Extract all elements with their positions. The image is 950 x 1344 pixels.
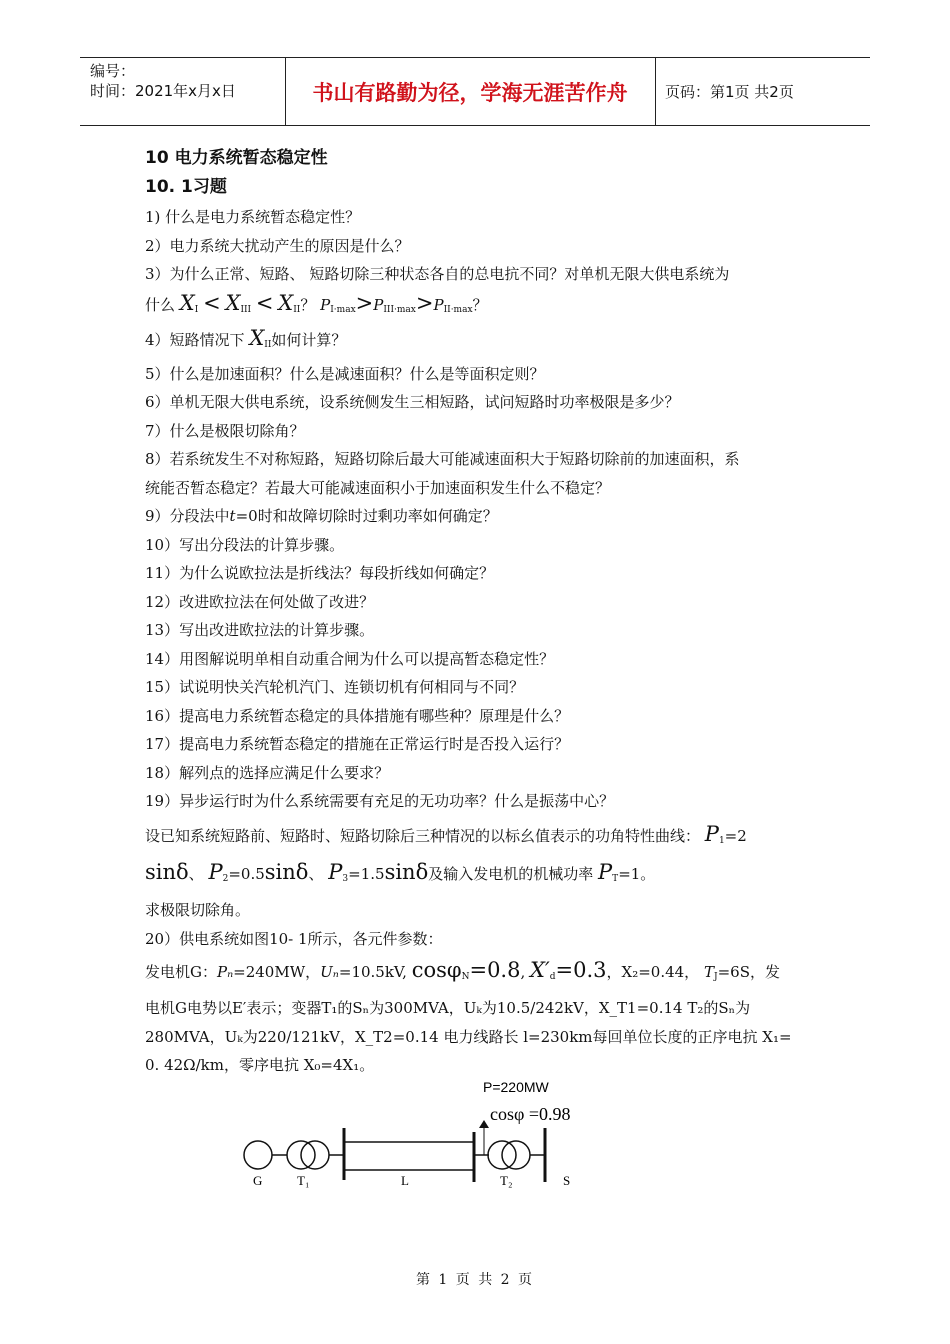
params-line2: 电机G电势以E′表示；变器T₁的Sₙ为300MVA，Uₖ为10.5/242kV，X_T1=0.14 T₂的Sₙ为 (145, 999, 751, 1017)
question-6: 6）单机无限大供电系统，设系统侧发生三相短路，试问短路时功率极限是多少？ (145, 393, 680, 411)
params-line1: 发电机G：Pₙ=240MW，Uₙ=10.5kV, cosφ$_N$=0.8, $X'_d=0.3$，X₂=0.44， $T_J=6S$，发 (145, 958, 780, 982)
question-7: 7）什么是极限切除角？ (145, 421, 305, 440)
page-footer: 第 1 页 共 2 页 (415, 1272, 535, 1288)
question-13: 13）写出改进欧拉法的计算步骤。 (145, 621, 375, 639)
header-top-rule (80, 57, 870, 58)
extra-problem-line1: 设已知系统短路前、短路时、短路切除后三种情况的以标幺值表示的功角特性曲线： $P_1=2$ (145, 821, 747, 846)
diagram-p-label: P=220MW (483, 1079, 549, 1095)
question-18: 18）解列点的选择应满足什么要求？ (145, 763, 390, 782)
question-3-formula: 什么 $X_I < X_{III} < X_{II}$？ $P_{I\cdot max}>P_{III\cdot max}>P_{II\cdot max}$？ (145, 290, 488, 315)
label-t2: T₂ (500, 1173, 513, 1188)
question-20: 20）供电系统如图10- 1所示，各元件参数： (145, 929, 443, 948)
page-header (80, 57, 870, 125)
question-16: 16）提高电力系统暂态稳定的具体措施有哪些种？原理是什么？ (145, 706, 570, 725)
label-g: G (253, 1173, 263, 1188)
params-line4: 0. 42Ω/km，零序电抗 X₀=4X₁。 (145, 1056, 375, 1074)
label-l: L (401, 1173, 409, 1188)
question-14: 14）用图解说明单相自动重合闸为什么可以提高暂态稳定性？ (145, 649, 555, 668)
question-15: 15）试说明快关汽轮机汽门、连锁切机有何相同与不同？ (145, 678, 525, 696)
question-3: 3）为什么正常、短路、 短路切除三种状态各自的总电抗不同？对单机无限大供电系统为 (145, 265, 730, 283)
question-8: 8）若系统发生不对称短路，短路切除后最大可能减速面积大于短路切除前的加速面积，系 (145, 450, 740, 468)
section-title: 10 电力系统暂态稳定性 (145, 148, 328, 168)
question-10: 10）写出分段法的计算步骤。 (145, 535, 345, 554)
header-meta (90, 61, 236, 101)
doc-time: 时间：2021年x月x日 (90, 82, 236, 100)
question-2: 2）电力系统大扰动产生的原因是什么？ (145, 236, 410, 255)
header-page: 页码：第1页 共2页 (665, 83, 794, 101)
question-1: 1) 什么是电力系统暂态稳定性？ (145, 208, 361, 226)
question-4: 4）短路情况下 $X_{II}$如何计算？ (145, 326, 347, 350)
header-motto: 书山有路勤为径，学海无涯苦作舟 (312, 81, 628, 105)
header-divider (655, 57, 656, 125)
question-19: 19）异步运行时为什么系统需要有充足的无功功率？什么是振荡中心？ (145, 792, 615, 810)
generator-symbol (244, 1141, 272, 1169)
question-5: 5）什么是加速面积？什么是减速面积？什么是等面积定则？ (145, 364, 545, 383)
doc-number: 编号： (90, 62, 136, 80)
subsection-title: 10. 1习题 (145, 177, 227, 197)
power-system-diagram (235, 1070, 615, 1195)
diagram-cos-label: cosφ =0.98 (490, 1104, 571, 1124)
label-s: S (563, 1173, 571, 1188)
question-12: 12）改进欧拉法在何处做了改进？ (145, 592, 375, 611)
header-bottom-rule (80, 125, 870, 126)
document-body (145, 145, 815, 1080)
question-9: 9）分段法中t=0时和故障切除时过剩功率如何确定？ (145, 507, 498, 525)
label-t1: T₁ (297, 1173, 310, 1188)
params-line3: 280MVA，Uₖ为220/121kV，X_T2=0.14 电力线路长 l=230km每回单位长度的正序电抗 X₁= (145, 1027, 792, 1046)
question-8-cont: 统能否暂态稳定？若最大可能减速面积小于加速面积发生什么不稳定？ (145, 478, 611, 497)
load-arrow (479, 1120, 489, 1128)
extra-problem-line3: 求极限切除角。 (145, 901, 251, 919)
question-17: 17）提高电力系统暂态稳定的措施在正常运行时是否投入运行？ (145, 735, 570, 753)
extra-problem-line2: sinδ、 $P_2=0.5\sin\delta$、 $P_3=1.5\sin\delta$及输入发电机的机械功率 $P_T=1$。 (145, 860, 656, 884)
question-11: 11）为什么说欧拉法是折线法？每段折线如何确定？ (145, 564, 495, 582)
